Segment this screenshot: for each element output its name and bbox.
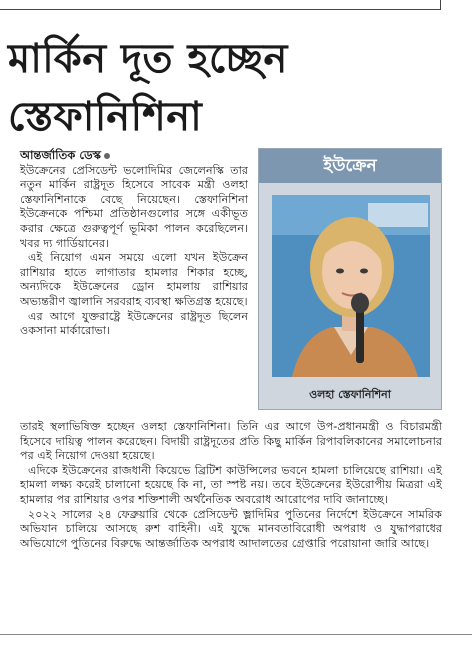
paragraph-4: তারই স্থলাভিষিক্ত হচ্ছেন ওলহা স্তেফানিশিনা। তিনি এর আগে উপ-প্রধানমন্ত্রী ও বিচারমন্ত্রী হিসেবে দায়িত্ব পালন করেছেন। বিদায়ী রাষ্ট্রদূতের প্রতি কিছু মার্কিন রিপাবলিকানের সমালোচনার পর এই নিয়োগ দেওয়া হয়েছে। <box>20 420 442 463</box>
bullet-dot-icon <box>104 153 110 159</box>
paragraph-6: ২০২২ সালের ২৪ ফেব্রুয়ারি থেকে প্রেসিডেন্ট ভ্লাদিমির পুতিনের নির্দেশে ইউক্রেনে সামরিক অভিযান চালিয়ে আসছে রুশ বাহিনী। এই যুদ্ধে মানবতাবিরোধী অপরাধ ও যুদ্ধাপরাধের অভিযোগে পুতিনের বিরুদ্ধে আন্তর্জাতিক অপরাধ আদালতের গ্রেপ্তারি পরোয়ানা জারি আছে। <box>20 507 442 550</box>
bottom-border <box>0 634 472 635</box>
body-wide <box>20 420 442 551</box>
desk-label: আন্তর্জাতিক ডেস্ক <box>20 148 102 162</box>
top-border <box>0 0 441 10</box>
paragraph-3: এর আগে যুক্তরাষ্ট্রে ইউক্রেনের রাষ্ট্রদূত ছিলেন ওকসানা মার্কারোভা। <box>20 309 248 338</box>
portrait-photo <box>272 195 430 377</box>
photo-caption: ওলহা স্তেফানিশিনা <box>309 388 391 401</box>
portrait-illustration <box>272 195 430 377</box>
headline <box>8 30 448 146</box>
headline-line-1: মার্কিন দূত হচ্ছেন <box>8 35 288 82</box>
dateline <box>20 148 248 164</box>
photo-box <box>258 148 442 410</box>
photo-header: ইউক্রেন <box>259 149 441 183</box>
paragraph-5: এদিকে ইউক্রেনের রাজধানী কিয়েভে ব্রিটিশ কাউন্সিলের ভবনে হামলা চালিয়েছে রাশিয়া। এই হামলা লক্ষ্য করেই চালানো হয়েছে কি না, তা স্পষ্ট নয়। তবে ইউক্রেনের ইউরোপীয় মিত্ররা এই হামলার পর রাশিয়ার ওপর শক্তিশালী অর্থনৈতিক অবরোধ আরোপের দাবি জানাচ্ছে। <box>20 463 442 506</box>
body-column <box>20 148 248 339</box>
paragraph-1: ইউক্রেনের প্রেসিডেন্ট ভলোদিমির জেলেনস্কি তার নতুন মার্কিন রাষ্ট্রদূত হিসেবে সাবেক মন্ত্রী ওলহা স্তেফানিশিনাকে বেছে নিয়েছেন। স্তেফানিশিনা ইউক্রেনকে পশ্চিমা প্রতিষ্ঠানগুলোর সঙ্গে একীভূত করার ক্ষেত্রে গুরুত্বপূর্ণ ভূমিকা পালন করেছিলেন। খবর দ্য গার্ডিয়ানের। <box>20 163 248 250</box>
headline-line-2: স্তেফানিশিনা <box>8 93 203 140</box>
paragraph-2: এই নিয়োগ এমন সময়ে এলো যখন ইউক্রেন রাশিয়ার হাতে লাগাতার হামলার শিকার হচ্ছে, অন্যদিকে ইউক্রেনের ড্রোন হামলায় রাশিয়ার অভ্যন্তরীণ জ্বালানি সরবরাহ ব্যবস্থা ক্ষতিগ্রস্ত হয়েছে। <box>20 251 248 308</box>
